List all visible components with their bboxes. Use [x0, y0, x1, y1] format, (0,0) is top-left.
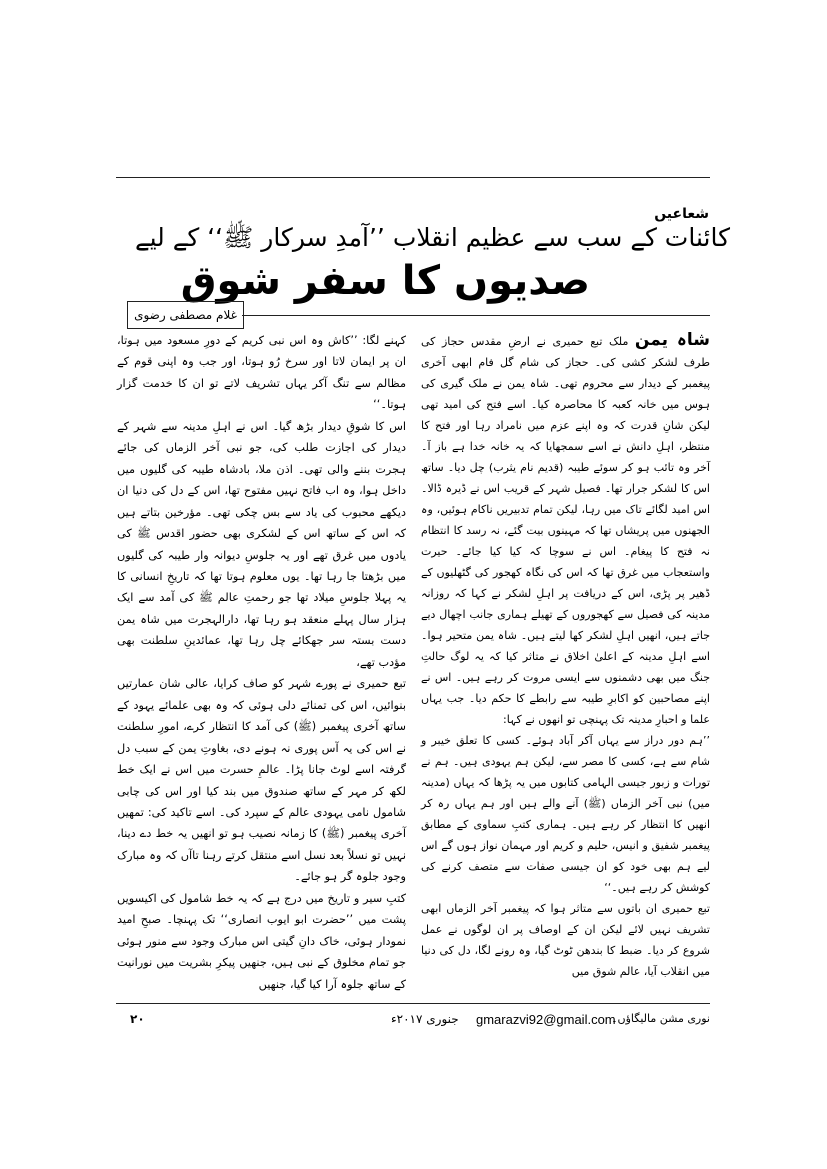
- email-address: gmarazvi92@gmail.com: [476, 1012, 616, 1027]
- article-column-left: [117, 330, 406, 995]
- article-title: صدیوں کا سفر شوق: [180, 258, 590, 304]
- section-label: شعاعیں: [654, 206, 709, 222]
- page-footer: [116, 1012, 710, 1032]
- top-rule: [116, 177, 710, 178]
- paragraph: ’’ہم دور دراز سے یہاں آکر آباد ہوئے۔ کسی کا تعلق خیبر و شام سے ہے، کسی کا مصر سے، لیکن ہم یہودی ہیں۔ ہم نے تورات و زبور جیسی الہامی کتابوں میں یہ پڑھا کہ یہاں (مدینہ میں) نبی آخر الزماں (ﷺ) آنے والے ہیں اور ہم یہاں رہ کر انھیں کا انتظار کر رہے ہیں۔ ہماری کتبِ سماوی کے مطابق پیغمبر شفیق و انیس، حلیم و کریم اور مہمان نواز ہوں گے اس لیے ہم بھی خود کو ان جیسی صفات سے متصف کرنے کی کوشش کر رہے ہیں۔‘‘: [421, 734, 710, 894]
- article-column-right: [421, 330, 710, 982]
- paragraph: تبع حمیری ان باتوں سے متاثر ہوا کہ پیغمبر آخر الزماں ابھی تشریف نہیں لائے لیکن ان کے اوصاف پر ان لوگوں نے عمل شروع کر دیا۔ ضبط کا بندھن ٹوٹ گیا، وہ رونے لگا، دل کی دنیا میں انقلاب آیا، عالم شوق میں: [421, 902, 710, 978]
- article-subtitle: کائنات کے سب سے عظیم انقلاب ’’آمدِ سرکار ﷺ‘‘ کے لیے: [134, 223, 730, 252]
- lead-words: شاہ یمن: [634, 330, 710, 350]
- paragraph: [421, 330, 710, 730]
- issue-date: جنوری ۲۰۱۷ء: [391, 1012, 459, 1026]
- paragraph-text: ملک تبع حمیری نے ارضِ مقدس حجاز کی طرف لشکر کشی کی۔ حجاز کی شام گل فام ابھی آخری پیغمبر کے دیدار سے محروم تھی۔ شاہ یمن نے ملک گیری کی ہوس میں خانہ کعبہ کا محاصرہ کیا۔ اسے فتح کی امید تھی لیکن شانِ قدرت کہ وہ اپنے عزم میں نامراد رہا اور فتح کا منتظر، اہلِ دانش نے اسے سمجھایا کہ یہ خانہ خدا ہے باز آ۔ آخر وہ تائب ہو کر سوئے طیبہ (قدیم نام یثرب) چل دیا۔ ساتھ اس کا لشکر جرار تھا۔ فصیل شہر کے قریب اس نے ڈیرہ ڈالا۔ اس امید لگائے تاک میں رہا، لیکن تمام تدبیریں ناکام ہوئیں، وہ الجھنوں میں پریشاں تھا کہ مہینوں بیت گئے، نہ رسد کا انتظام نہ فتح کا پیغام۔ اس نے سوچا کہ کیا کیا جائے۔ حیرت واستعجاب میں غرق تھا کہ اس کی نگاہ کھجور کی گٹھلیوں کے ڈھیر پر پڑی، اس کے دریافت پر اہلِ لشکر نے کہا کہ روزانہ مدینہ کی فصیل سے کھجوروں کے تھیلے ہماری جانب اچھال دیے جاتے ہیں، انھیں اہلِ لشکر کھا لیتے ہیں۔ شاہ یمن متحیر ہوا۔ اسے اہلِ مدینہ کے اعلیٰ اخلاق نے متاثر کیا کہ یہ لوگ حالتِ جنگ میں بھی دشمنوں سے ایسی مروت کر رہے ہیں۔ اس نے اپنے مصاحبین کو اکابرِ طیبہ سے رابطے کا حکم دیا۔ جب یہاں علما و احبارِ مدینہ تک پہنچی تو انھوں نے کہا:: [421, 335, 710, 726]
- publisher-name: نوری مشن مالیگاؤں۔: [611, 1012, 710, 1025]
- author-rule: [242, 315, 710, 316]
- paragraph: کتبِ سیر و تاریخ میں درج ہے کہ یہ خط شامول کی اکیسویں پشت میں ’’حضرت ابو ایوب انصاری‘‘ تک پہنچا۔ صبحِ امید نمودار ہوئی، خاک دانِ گیتی اس مبارک وجود سے منور ہوئی جو تمام مخلوق کے نبی ہیں، جنھیں پیکرِ بشریت میں نورانیت کے ساتھ جلوہ آرا کیا گیا، جنھیں: [117, 891, 406, 991]
- bottom-rule: [116, 1003, 710, 1004]
- paragraph: کہنے لگا: ’’کاش وہ اس نبی کریم کے دورِ مسعود میں ہوتا، ان پر ایمان لاتا اور سرخ رُو ہوتا، اور جب وہ اپنی قوم کے مظالم سے تنگ آکر یہاں تشریف لاتے تو ان کا خدمت گزار ہوتا۔‘‘: [117, 334, 406, 412]
- page-number: ۲۰: [130, 1012, 145, 1026]
- paragraph: تبع حمیری نے پورے شہر کو صاف کرایا، عالی شان عمارتیں بنوائیں، اس کی تمنائے دلی ہوئی کہ وہ بھی علمائے یہود کے ساتھ آخری پیغمبر (ﷺ) کی آمد کا انتظار کرے، امورِ سلطنت نے اس کی یہ آس پوری نہ ہونے دی، بغاوتِ یمن کے سبب دل گرفتہ اسے لوٹ جانا پڑا۔ عالمِ حسرت میں اس نے ایک خط لکھ کر مہر کے ساتھ صندوق میں بند کیا اور اس کی چابی شامول نامی یہودی عالم کے سپرد کی۔ اسے تاکید کی: تمھیں آخری پیغمبر (ﷺ) کا زمانہ نصیب ہو تو انھیں یہ خط دے دینا، نہیں تو نسلاً بعد نسل اسے منتقل کرتے رہنا تاآں کہ وہ مبارک وجود جلوہ گر ہو جائے۔: [117, 677, 406, 884]
- author-byline: غلام مصطفی رضوی: [127, 301, 244, 329]
- paragraph: اس کا شوقِ دیدار بڑھ گیا۔ اس نے اہلِ مدینہ سے شہر کے دیدار کی اجازت طلب کی، جو نبی آخر الزماں کی جائے ہجرت بننے والی تھی۔ اذن ملا، بادشاہ طیبہ کی گلیوں میں داخل ہوا، وہ اب فاتح نہیں مفتوح تھا، اس کے دل کی دنیا ان دیکھے محبوب کی یاد سے بس چکی تھی۔ مؤرخین بتاتے ہیں کہ اس کے ساتھ اس کے لشکری بھی حضور اقدس ﷺ کی یادوں میں غرق تھے اور یہ جلوسِ دیوانہ وار طیبہ کی گلیوں میں بڑھتا جا رہا تھا۔ یوں معلوم ہوتا تھا کہ تاریخِ انسانی کا یہ پہلا جلوسِ میلاد تھا جو رحمتِ عالم ﷺ کی آمد سے ایک ہزار سال پہلے منعقد ہو رہا تھا، دارالہجرت میں شاہ یمن دست بستہ سر جھکائے چل رہا تھا، عمائدینِ سلطنت بھی مؤدب تھے،: [117, 419, 406, 669]
